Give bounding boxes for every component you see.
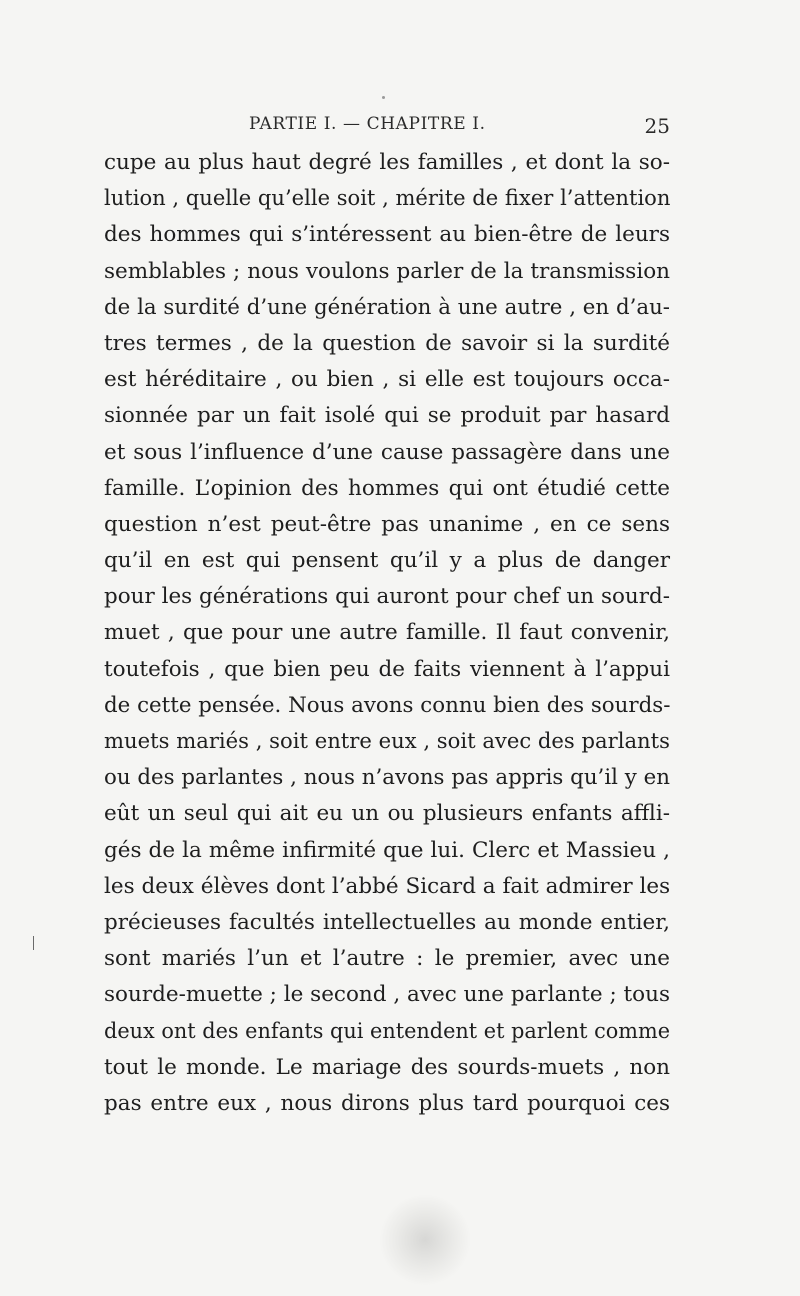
text-line: semblables ; nous voulons parler de la transmission (104, 258, 670, 284)
text-line: pas entre eux , nous dirons plus tard pourquoi ces (104, 1090, 670, 1116)
text-line: tres termes , de la question de savoir si la surdité (104, 330, 670, 356)
text-line: muet , que pour une autre famille. Il faut convenir, (104, 620, 670, 646)
text-line: sionnée par un fait isolé qui se produit par hasard (104, 403, 670, 429)
text-line: et sous l’influence d’une cause passagère dans une (104, 439, 670, 465)
running-head (104, 114, 670, 140)
text-line: toutefois , que bien peu de faits viennent à l’appui (104, 656, 670, 682)
text-line: des hommes qui s’intéressent au bien-être de leurs (104, 222, 670, 248)
text-line: sourde-muette ; le second , avec une parlante ; tous (104, 982, 670, 1008)
text-line: cupe au plus haut degré les familles , et dont la so- (104, 150, 670, 175)
text-line: question n’est peut-être pas unanime , en ce sens (104, 511, 670, 537)
body-text (104, 145, 670, 1122)
text-line: de la surdité d’une génération à une autre , en d’au- (104, 294, 670, 320)
text-line: lution , quelle qu’elle soit , mérite de fixer l’attention (104, 186, 671, 212)
text-line: muets mariés , soit entre eux , soit avec des parlants (104, 729, 670, 754)
text-line: deux ont des enfants qui entendent et parlent comme (104, 1018, 670, 1044)
text-line: les deux élèves dont l’abbé Sicard a fait admirer les (104, 873, 671, 899)
ink-speck (382, 96, 385, 99)
text-line: famille. L’opinion des hommes qui ont étudié cette (104, 475, 670, 501)
text-line: pour les générations qui auront pour chef un sourd- (104, 584, 670, 610)
text-line: gés de la même infirmité que lui. Clerc et Massieu , (104, 837, 670, 863)
paper-stain (380, 1195, 470, 1285)
page-number: 25 (644, 114, 670, 138)
text-line: ou des parlantes , nous n’avons pas appris qu’il y en (104, 765, 670, 791)
running-title: PARTIE I. — CHAPITRE I. (249, 114, 486, 134)
text-line: de cette pensée. Nous avons connu bien des sourds- (104, 692, 671, 718)
text-line: qu’il en est qui pensent qu’il y a plus de danger (104, 548, 670, 574)
text-line: tout le monde. Le mariage des sourds-muets , non (104, 1054, 670, 1080)
text-line: précieuses facultés intellectuelles au monde entier, (104, 909, 670, 935)
text-line: eût un seul qui ait eu un ou plusieurs enfants affli- (104, 801, 670, 827)
margin-pencil-mark (33, 936, 34, 950)
text-line: est héréditaire , ou bien , si elle est toujours occa- (104, 367, 670, 393)
text-line: sont mariés l’un et l’autre : le premier, avec une (104, 946, 670, 972)
